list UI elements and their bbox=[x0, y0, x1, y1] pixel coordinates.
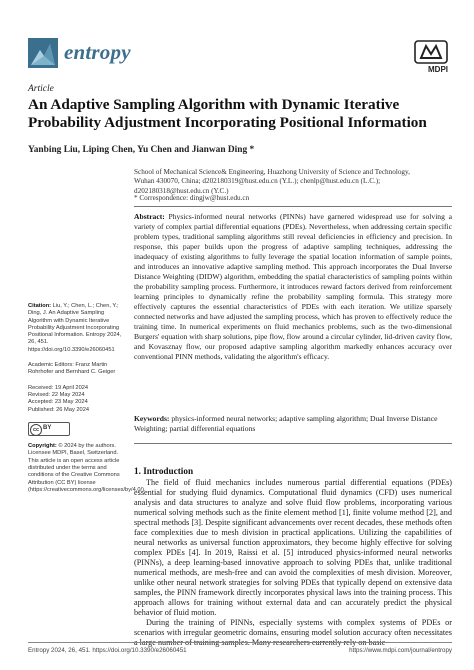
citation-label: Citation: bbox=[28, 303, 52, 309]
copyright bbox=[28, 443, 146, 494]
journal-header bbox=[28, 36, 448, 74]
published-date: Published: 26 May 2024 bbox=[28, 406, 90, 413]
abstract bbox=[134, 212, 452, 362]
paragraph: During the training of PINNs, especially systems with complex systems of PDEs or scenarios with irregular geometric domains, ensuring model solution accuracy often necessitates bbox=[134, 618, 452, 637]
dates bbox=[28, 385, 124, 414]
journal-name: entropy bbox=[64, 40, 131, 64]
keywords bbox=[134, 414, 452, 434]
affiliation-line: d202180318@hust.edu.cn (Y.C.) bbox=[134, 186, 229, 195]
footer-citation[interactable]: Entropy 2024, 26, 451. https://doi.org/10.3390/e26060451 bbox=[28, 647, 187, 654]
keywords-label: Keywords: bbox=[134, 414, 170, 423]
affiliation-line: Wuhan 430070, China; d202180319@hust.edu.cn (Y.L.); chenlp@hust.edu.cn (L.C.); bbox=[134, 177, 381, 186]
entropy-logo-icon bbox=[28, 38, 58, 68]
revised-date: Revised: 22 May 2024 bbox=[28, 391, 85, 398]
cc-by-badge[interactable] bbox=[28, 422, 70, 436]
received-date: Received: 19 April 2024 bbox=[28, 384, 89, 391]
affiliation-line: School of Mechanical Science& Engineering, Huazhong University of Science and Technology, bbox=[134, 168, 410, 176]
copyright-text: © 2024 by the authors. Licensee MDPI, Basel, Switzerland. This article is an open access article distributed under the terms and conditions of the Creative Commons Attribution (CC BY) license (https://creativecommons.org/licenses/by/4.0/). bbox=[28, 443, 146, 493]
correspondence: * Correspondence: dingjw@hust.edu.cn bbox=[134, 194, 250, 202]
introduction-body bbox=[134, 478, 452, 648]
divider bbox=[134, 443, 452, 444]
footer-divider bbox=[28, 642, 452, 643]
accepted-date: Accepted: 23 May 2024 bbox=[28, 399, 88, 406]
academic-editors: Academic Editors: Franz Martin Rohrhofer and Bernhard C. Geiger bbox=[28, 362, 116, 376]
abstract-text: Physics-informed neural networks (PINNs) have garnered widespread use for solving a variety of complex partial differential equations (PDEs). Nevertheless, when addressing certain specific problem types, traditional sampling algorithms still reveal deficiencies in efficiency and precision. In response, this paper builds upon the progress of adaptive sampling techniques, addressing the inadequacy of existing algorithms to fully leverage the spatial location information of sample points, and introduces an innovative adaptive sampling method. This approach incorporates the Dual Inverse Distance Weighting (DIDW) algorithm, embedding the spatial characteristics of sampling points within the probability sampling process. Furthermore, it introduces reward factors derived from reinforcement learning principles to dynamically refine the probability sampling formula. This strategy more effectively captures the essential characteristics of PDEs with each iteration. We utilize sparsely connected networks and have adjusted the sampling process, which has proven to effectively reduce the training time. In numerical experiments on fluid mechanics problems, such as the two-dimensional Burgers' equation with sharp solutions, pipe flow, flow around a circular cylinder, lid-driven cavity flow, and Kovasznay flow, our proposed adaptive sampling algorithm markedly enhances accuracy over conventional PINN methods, validating the algorithm's efficacy. bbox=[134, 212, 452, 361]
copyright-label: Copyright: bbox=[28, 443, 57, 450]
keywords-text: physics-informed neural networks; adaptive sampling algorithm; Dual Inverse Distance Weighting; partial differential equations bbox=[134, 414, 438, 433]
divider bbox=[134, 206, 452, 207]
author-list: Yanbing Liu, Liping Chen, Yu Chen and Jianwan Ding * bbox=[28, 145, 255, 155]
article-title: An Adaptive Sampling Algorithm with Dynamic Iterative Probability Adjustment Incorporating Positional Information bbox=[28, 96, 427, 131]
citation-text[interactable]: Liu, Y.; Chen, L.; Chen, Y.; Ding, J. An Adaptive Sampling Algorithm with Dynamic Iterative Probability Adjustment Incorporating Positional Information. Entropy 2024, 26, 451. https://doi.org/10.3390/e26060451 bbox=[28, 303, 122, 353]
citation bbox=[28, 303, 124, 354]
publisher-name: MDPI bbox=[428, 65, 448, 74]
abstract-label: Abstract: bbox=[134, 212, 165, 221]
affiliation bbox=[134, 168, 454, 196]
section-heading: 1. Introduction bbox=[134, 466, 194, 476]
cc-icon: cc bbox=[30, 424, 42, 436]
mdpi-logo-icon bbox=[414, 40, 448, 64]
article-type: Article bbox=[28, 84, 54, 94]
article-sidebar bbox=[28, 303, 146, 502]
paragraph: The field of fluid mechanics includes numerous partial differential equations (PDEs) essential for studying fluid dynamics. Computational fluid dynamics (CFD) uses numerical analysis and data structures to analyze and solve fluid flow problems, incorporating various numerical solving methods such as the finite element method [1], finite volume method [2], and spectral methods [3]. Despite significant advancements over recent decades, these methods often face complexities due to mesh division in practical applications. Utilizing the capabilities of neural networks as universal function approximators, they become highly effective for solving complex PDEs [4]. In 2019, Raissi et al. [5] introduced physics-informed neural networks (PINNs), a deep learning-based innovative approach to solving PDEs that, unlike traditional numerical methods, are mesh-free and can avoid the complexities of mesh division. Moreover, unlike other neural network strategies for solving PDEs that typically depend on extensive data samples, the PINN framework directly incorporates physical laws into the training process. This approach allows for training without external data and can accurately predict the physical behavior of fluid motion. bbox=[134, 478, 452, 617]
footer-journal-link[interactable]: https://www.mdpi.com/journal/entropy bbox=[349, 647, 452, 654]
cc-by-label: BY bbox=[43, 424, 52, 431]
